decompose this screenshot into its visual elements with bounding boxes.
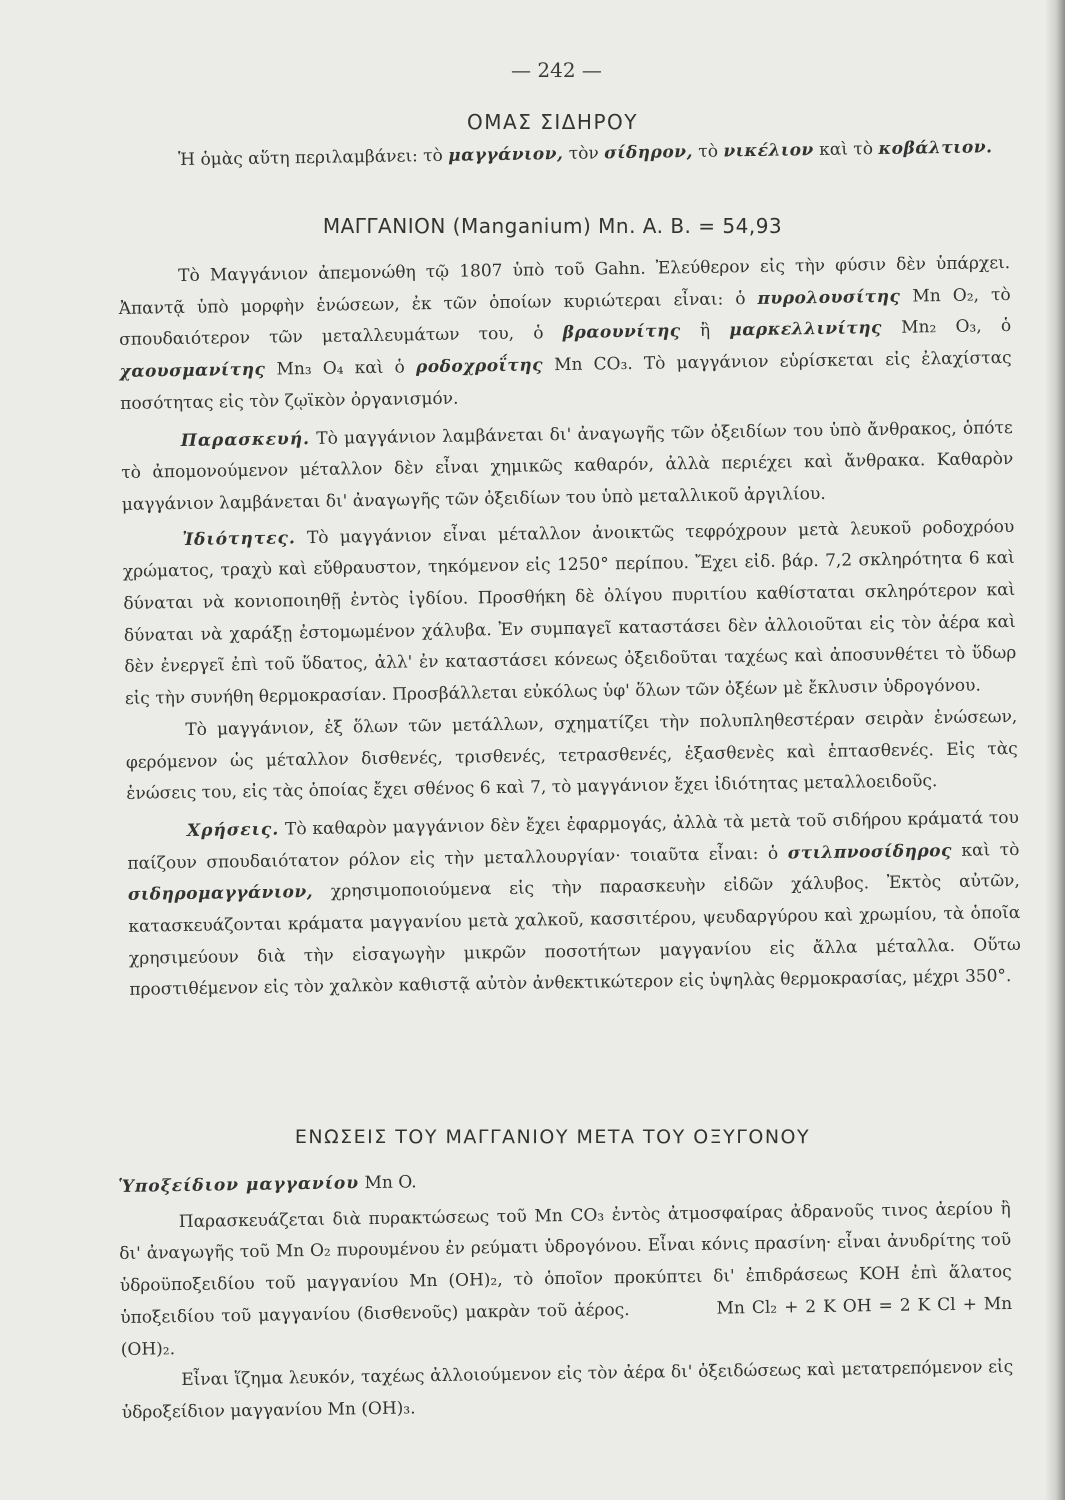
- occurrence-paragraph: [118, 248, 1012, 421]
- occurrence-text: Mn₂ O₃, ὁ: [901, 316, 1012, 339]
- protoxide-heading: Ὑποξείδιον μαγγανίου: [118, 1173, 360, 1197]
- occurrence-text: Τὸ Μαγγάνιον ἀπεμονώθη τῷ 1807 ὑπὸ τοῦ Gahn. Ἐλεύθερον εἰς τὴν φύσιν δὲν ὑπάρχει. Ἀπαντᾷ ὑπὸ μορφὴν ἑνώσεων, ἐκ τῶν ὁποίων κυριώτεραι εἶναι: ὁ: [118, 252, 1011, 319]
- element-heading: ΜΑΓΓΑΝΙΟΝ (Manganium) Mn. A. B. = 54,93: [322, 214, 783, 238]
- intro-text: τὸ: [698, 141, 719, 162]
- mineral-marcellinite: μαρκελλινίτης: [729, 318, 883, 341]
- intro-paragraph: [118, 132, 1010, 178]
- group-heading: ΟΜΑΣ ΣΙΔΗΡΟΥ: [467, 110, 638, 134]
- preparation-heading: Παρασκευή.: [180, 428, 311, 451]
- mineral-hausmannite: χαουσμανίτης: [119, 359, 266, 383]
- protoxide-body: [118, 1158, 1014, 1430]
- properties-heading: Ἰδιότητες.: [182, 527, 296, 550]
- preparation-text: Τὸ μαγγάνιον λαμβάνεται δι' ἀναγωγῆς τῶν ὀξειδίων του ὑπὸ ἄνθρακος, ὁπότε τὸ ἀπομονούμενον μέταλλον δὲν εἶναι χημικῶς καθαρόν, ἀλλὰ περιέχει καὶ ἄνθρακα. Καθαρὸν μαγγάνιον λαμβάνεται δι' ἀναγωγῆς τῶν ὀξειδίων του ὑπὸ μεταλλικοῦ ἀργιλίου.: [121, 417, 1014, 515]
- uses-text: χρησιμοποιούμενα εἰς τὴν παρασκευὴν εἰδῶν χάλυβος. Ἐκτὸς αὐτῶν, κατασκευάζονται κράματα μαγγανίου μετὰ χαλκοῦ, κασσιτέρου, ψευδαργύρου καὶ χρωμίου, τὰ ὁποῖα χρησιμεύουν διὰ τὴν εἰσαγωγὴν μικρῶν ποσοτήτων μαγγανίου εἰς ἄλλα μέταλλα. Οὕτω προστιθέμενον εἰς τὸν χαλκὸν καθιστᾷ αὐτὸν ἀνθεκτικώτερον εἰς ὑψηλὰς θερμοκρασίας, μέχρι 350°.: [128, 871, 1021, 1001]
- section-heading: ΕΝΩΣΕΙΣ ΤΟΥ ΜΑΓΓΑΝΙΟΥ ΜΕΤΑ ΤΟΥ ΟΞΥΓΟΝΟΥ: [294, 1126, 811, 1148]
- properties-paragraph: [122, 512, 1017, 716]
- keyword-iron: σίδηρον,: [603, 141, 694, 164]
- occurrence-text: ἢ: [699, 321, 711, 342]
- uses-text: καὶ τὸ: [961, 839, 1020, 861]
- main-body: [118, 248, 1022, 1007]
- protoxide-paragraph: [119, 1194, 1013, 1367]
- reaction-equation: Mn Cl₂ + 2 K OH = 2 K Cl + Mn (OH)₂.: [120, 1293, 1013, 1360]
- properties-text: Τὸ μαγγάνιον εἶναι μέταλλον ἀνοικτῶς τεφρόχρουν μετὰ λευκοῦ ροδοχρόου χρώματος, τραχὺ καὶ εὔθραυστον, τηκόμενον εἰς 1250° περίπου. Ἔχει εἰδ. βάρ. 7,2 σκληρότητα 6 καὶ δύναται νὰ κονιοποιηθῇ ἐντὸς ἰγδίου. Προσθήκη δὲ ὀλίγου πυριτίου καθίσταται σκληρότερον καὶ δύναται νὰ χαράξῃ ἐστομωμένον χάλυβα. Ἐν συμπαγεῖ καταστάσει δὲν ἀλλοιοῦται εἰς τὸν ἀέρα καὶ δὲν ἐνεργεῖ ἐπὶ τοῦ ὕδατος, ἀλλ' ἐν καταστάσει κόνεως ὀξειδοῦται ταχέως καὶ ἀποσυνθέτει τὸ ὕδωρ εἰς τὴν συνήθη θερμοκρασίαν. Προσβάλλεται εὐκόλως ὑφ' ὅλων τῶν ὀξέων μὲ ἔκλυσιν ὑδρογόνου.: [122, 516, 1017, 710]
- page-number: — 242 —: [511, 58, 602, 82]
- occurrence-text: Mn O₂, τὸ σπουδαιότερον τῶν μεταλλευμάτων του, ὁ: [119, 284, 1011, 351]
- keyword-cobalt: κοβάλτιον.: [878, 137, 993, 160]
- uses-heading: Χρήσεις.: [186, 819, 280, 841]
- intro-text: τὸν: [568, 143, 599, 164]
- keyword-ferromanganese: σιδηρομαγγάνιον,: [127, 882, 314, 906]
- intro-text: καὶ τὸ: [819, 139, 874, 160]
- occurrence-text: Mn₃ O₄ καὶ ὁ: [276, 357, 405, 380]
- intro-text: Ἡ ὁμὰς αὕτη περιλαμβάνει: τὸ: [178, 145, 443, 171]
- keyword-spiegeleisen: στιλπνοσίδηρος: [787, 840, 953, 864]
- protoxide-paragraph-2: Εἶναι ἵζημα λευκόν, ταχέως ἀλλοιούμενον εἰς τὸν ἀέρα δι' ὀξειδώσεως καὶ μετατρεπόμενον εἰς ὑδροξείδιον μαγγανίου Mn (OH)₃.: [121, 1357, 1014, 1423]
- preparation-paragraph: [121, 412, 1014, 521]
- keyword-nickel: νικέλιον: [723, 140, 814, 162]
- protoxide-text: Παρασκευάζεται διὰ πυρακτώσεως τοῦ Mn CO₃ ἐντὸς ἀτμοσφαίρας ἀδρανοῦς τινος ἀερίου ἢ δι' ἀναγωγῆς τοῦ Mn O₂ πυρουμένου ἐν ρεύματι ὑδρογόνου. Εἶναι κόνις πρασίνη· εἶναι ἀνυδρίτης τοῦ ὑδροϋποξειδίου τοῦ μαγγανίου Mn (OH)₂, τὸ ὁποῖον προκύπτει δι' ἐπιδράσεως KOH ἐπὶ ἅλατος ὑποξειδίου τοῦ μαγγανίου (δισθενοῦς) μακρὰν τοῦ ἀέρος.: [119, 1198, 1012, 1328]
- occurrence-text: Mn CO₃. Τὸ μαγγάνιον εὑρίσκεται εἰς ἐλαχίστας ποσότητας εἰς τὸν ζῳϊκὸν ὀργανισμόν.: [120, 348, 1012, 414]
- mineral-pyrolusite: πυρολουσίτης: [757, 286, 901, 309]
- uses-paragraph: [127, 803, 1022, 1007]
- properties-paragraph-2: Τὸ μαγγάνιον, ἐξ ὅλων τῶν μετάλλων, σχηματίζει τὴν πολυπληθεστέραν σειρὰν ἑνώσεων, φερόμενον ὡς μέταλλον δισθενές, τρισθενές, τετρασθενές, ἑξασθενὲς καὶ ἑπτασθενές. Εἰς τὰς ἑνώσεις του, εἰς τὰς ὁποίας ἔχει σθένος 6 καὶ 7, τὸ μαγγάνιον ἔχει ἰδιότητας μεταλλοειδοῦς.: [125, 706, 1018, 805]
- mineral-braunite: βραουνίτης: [562, 321, 681, 344]
- protoxide-formula: Mn O.: [364, 1172, 417, 1194]
- uses-text: Τὸ καθαρὸν μαγγάνιον δὲν ἔχει ἐφαρμογάς, ἀλλὰ τὰ μετὰ τοῦ σιδήρου κράματά του παίζουν σπουδαιότατον ρόλον εἰς τὴν μεταλλουργίαν· τοιαῦτα εἶναι: ὁ: [127, 807, 1019, 874]
- mineral-rhodochrosite: ροδοχροΐτης: [415, 355, 544, 378]
- keyword-manganese: μαγγάνιον,: [448, 144, 564, 166]
